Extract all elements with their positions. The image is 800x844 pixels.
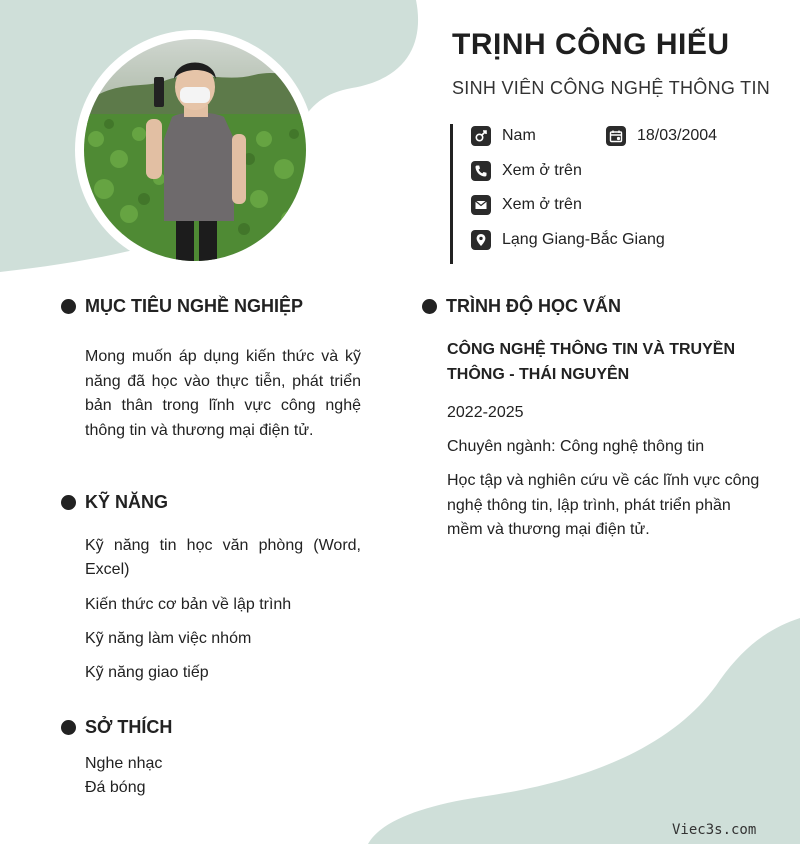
objective-text: Mong muốn áp dụng kiến thức và kỹ năng đã học vào thực tiễn, phát triển bản thân trong lĩnh vực công nghệ thông tin và thương mại điện tử.	[85, 348, 361, 439]
email-icon	[471, 195, 491, 215]
candidate-name: TRỊNH CÔNG HIẾU	[452, 28, 730, 61]
background-blob-bottom	[360, 610, 800, 844]
bullet-dot-icon	[61, 299, 76, 314]
gender-info	[471, 126, 536, 146]
gender-icon	[471, 126, 491, 146]
skill-item: Kỹ năng tin học văn phòng (Word, Excel)	[85, 537, 361, 578]
gender-value: Nam	[502, 127, 536, 144]
location-pin-icon	[471, 230, 491, 250]
email-value: Xem ở trên	[502, 196, 582, 213]
birthday-info	[606, 126, 717, 146]
footer-brand: Viec3s.com	[672, 822, 757, 838]
address-info	[471, 230, 665, 250]
education-heading: TRÌNH ĐỘ HỌC VẤN	[422, 296, 621, 317]
address-value: Lạng Giang-Bắc Giang	[502, 231, 665, 248]
education-description: Học tập và nghiên cứu về các lĩnh vực công nghệ thông tin, lập trình, phát triển phần mềm và thương mại điện tử.	[447, 472, 760, 538]
skill-item: Kiến thức cơ bản về lập trình	[85, 596, 292, 613]
email-info	[471, 195, 582, 215]
phone-info	[471, 161, 582, 181]
bullet-dot-icon	[61, 495, 76, 510]
hobby-item: Nghe nhạc	[85, 755, 163, 772]
hobby-item: Đá bóng	[85, 779, 146, 796]
skill-item: Kỹ năng làm việc nhóm	[85, 630, 252, 647]
objective-heading: MỤC TIÊU NGHỀ NGHIỆP	[61, 296, 303, 317]
calendar-icon	[606, 126, 626, 146]
phone-icon	[471, 161, 491, 181]
study-period: 2022-2025	[447, 404, 524, 421]
school-name: CÔNG NGHỆ THÔNG TIN VÀ TRUYỀN THÔNG - THÁI NGUYÊN	[447, 341, 736, 383]
birthday-value: 18/03/2004	[637, 127, 718, 144]
skill-item: Kỹ năng giao tiếp	[85, 664, 209, 681]
bullet-dot-icon	[422, 299, 437, 314]
skills-heading: KỸ NĂNG	[61, 492, 168, 513]
hobbies-heading: SỞ THÍCH	[61, 717, 172, 738]
phone-value: Xem ở trên	[502, 162, 582, 179]
bullet-dot-icon	[61, 720, 76, 735]
job-title: SINH VIÊN CÔNG NGHỆ THÔNG TIN	[452, 78, 771, 98]
avatar-photo	[84, 39, 306, 261]
contact-divider	[450, 124, 453, 264]
major: Chuyên ngành: Công nghệ thông tin	[447, 438, 705, 455]
